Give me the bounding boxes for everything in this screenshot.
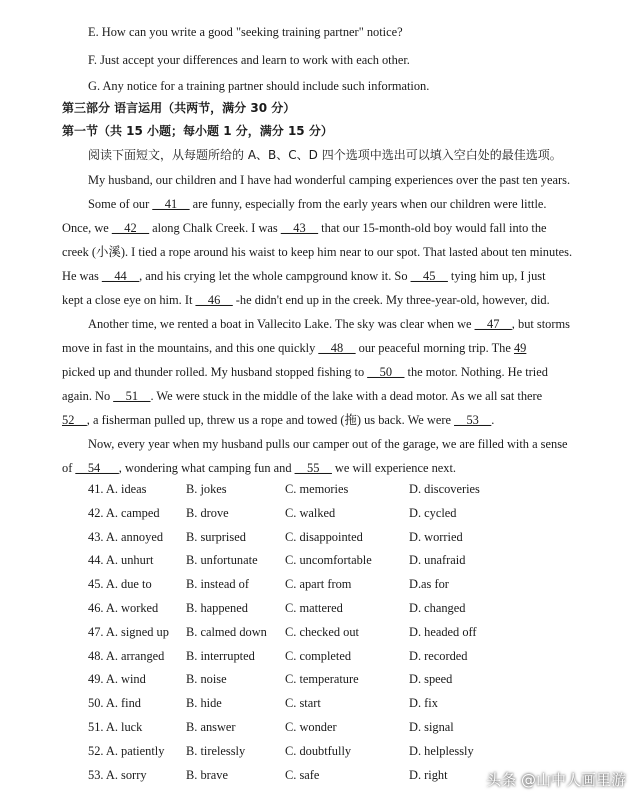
passage-line <box>62 388 542 404</box>
watermark: 头条 @山中人画里游 <box>486 771 626 789</box>
question-48-option-b: B. interrupted <box>186 648 255 663</box>
passage-line <box>62 412 494 428</box>
text: we will experience next. <box>331 461 457 475</box>
text: , and his crying let the whole campground know it. So <box>139 269 411 283</box>
blank-42: __42__ <box>111 221 150 235</box>
question-41-option-b: B. jokes <box>186 482 227 496</box>
question-50-option-b: B. hide <box>186 696 222 711</box>
passage-line <box>88 196 547 212</box>
blank-43: __43__ <box>280 221 319 235</box>
blank-41: __41__ <box>152 197 190 211</box>
passage-line <box>62 340 526 356</box>
question-48-option-d: D. recorded <box>409 648 468 663</box>
question-47-option-d: D. headed off <box>409 624 477 639</box>
text: again. No <box>62 389 114 403</box>
question-52-option-b: B. tirelessly <box>186 743 246 758</box>
question-48-option-c: C. completed <box>285 648 352 663</box>
blank-50: __50__ <box>367 365 405 379</box>
question-44-option-b: B. unfortunate <box>186 553 258 568</box>
question-43-option-b: B. surprised <box>186 529 246 544</box>
text: our peaceful morning trip. The <box>355 341 514 355</box>
question-53-option-c: C. safe <box>285 767 320 782</box>
question-47-option-c: C. checked out <box>285 624 359 639</box>
option-f: F. Just accept your differences and learn to work with each other. <box>88 53 410 67</box>
blank-49: 49 <box>513 341 527 355</box>
question-46-option-c: C. mattered <box>285 601 343 615</box>
question-46-option-b: B. happened <box>186 601 248 615</box>
blank-48: __48__ <box>318 341 356 355</box>
text: , wondering what camping fun and <box>118 461 295 475</box>
question-45-option-c: C. apart from <box>285 577 352 592</box>
question-42-option-a: 42. A. camped <box>88 505 160 520</box>
question-52-option-c: C. doubtfully <box>285 743 352 758</box>
question-43-option-a: 43. A. annoyed <box>88 529 164 544</box>
text: Some of our <box>88 197 153 211</box>
question-42-option-b: B. drove <box>186 505 229 520</box>
passage-line <box>62 220 547 236</box>
option-g: G. Any notice for a training partner should include such information. <box>88 79 430 93</box>
question-49-option-a: 49. A. wind <box>88 672 146 687</box>
blank-55: __55__ <box>294 461 332 475</box>
question-46-option-d: D. changed <box>409 601 466 615</box>
passage-line <box>88 316 570 332</box>
blank-46: __46__ <box>195 293 233 307</box>
option-e: E. How can you write a good "seeking training partner" notice? <box>88 25 403 39</box>
text: move in fast in the mountains, and this one quickly <box>62 341 319 355</box>
question-42-option-d: D. cycled <box>409 505 457 520</box>
blank-54: __54___ <box>75 461 119 475</box>
section-title: 第三部分 语言运用（共两节，满分 30 分） <box>62 101 296 115</box>
instruction: 阅读下面短文，从每题所给的 A、B、C、D 四个选项中选出可以填入空白处的最佳选项。 <box>88 148 562 162</box>
text: of <box>62 461 76 475</box>
text: . <box>491 413 495 427</box>
blank-53: __53__ <box>454 413 492 427</box>
passage-line <box>62 292 550 308</box>
text: the motor. Nothing. He tried <box>404 365 548 379</box>
blank-45: __45__ <box>410 269 448 283</box>
question-53-option-a: 53. A. sorry <box>88 767 147 782</box>
question-51-option-c: C. wonder <box>285 720 337 734</box>
passage-line: Now, every year when my husband pulls our camper out of the garage, we are filled with a sense <box>88 437 568 451</box>
question-42-option-c: C. walked <box>285 505 336 520</box>
question-43-option-d: D. worried <box>409 529 463 544</box>
text: He was <box>62 269 102 283</box>
question-53-option-d: D. right <box>409 767 448 782</box>
question-46-option-a: 46. A. worked <box>88 601 159 615</box>
question-45-option-b: B. instead of <box>186 577 249 592</box>
question-41-option-d: D. discoveries <box>409 482 480 496</box>
question-47-option-b: B. calmed down <box>186 624 267 639</box>
question-41-option-a: 41. A. ideas <box>88 482 147 496</box>
question-50-option-d: D. fix <box>409 696 438 711</box>
text: kept a close eye on him. It <box>62 293 196 307</box>
question-48-option-a: 48. A. arranged <box>88 648 165 663</box>
blank-44: __44__ <box>101 269 140 283</box>
text: , but storms <box>511 317 570 331</box>
passage-line: creek (小溪). I tied a rope around his waist to keep him near to our spot. That lasted about ten minutes. <box>62 245 573 259</box>
question-47-option-a: 47. A. signed up <box>88 624 169 639</box>
passage-line <box>62 364 548 380</box>
question-44-option-a: 44. A. unhurt <box>88 553 154 568</box>
question-50-option-a: 50. A. find <box>88 696 142 711</box>
text: Another time, we rented a boat in Vallecito Lake. The sky was clear when we <box>88 317 475 331</box>
question-52-option-a: 52. A. patiently <box>88 743 165 758</box>
text: , a fisherman pulled up, threw us a rope and towed (拖) us back. We were <box>86 413 455 427</box>
subsection-title: 第一节（共 15 小题；每小题 1 分，满分 15 分） <box>62 124 333 138</box>
blank-47: __47__ <box>474 317 512 331</box>
question-51-option-d: D. signal <box>409 720 454 734</box>
text: that our 15-month-old boy would fall into the <box>318 221 547 235</box>
question-45-option-a: 45. A. due to <box>88 577 152 592</box>
blank-51: __51__ <box>113 389 151 403</box>
question-49-option-b: B. noise <box>186 672 227 687</box>
text: Once, we <box>62 221 112 235</box>
question-49-option-c: C. temperature <box>285 672 359 687</box>
passage-line: My husband, our children and I have had wonderful camping experiences over the past ten years. <box>88 173 571 187</box>
blank-52: 52__ <box>62 413 87 427</box>
question-51-option-b: B. answer <box>186 720 236 734</box>
question-44-option-d: D. unafraid <box>409 553 466 568</box>
question-52-option-d: D. helplessly <box>409 743 474 758</box>
question-53-option-b: B. brave <box>186 767 228 782</box>
question-50-option-c: C. start <box>285 696 321 711</box>
text: along Chalk Creek. I was <box>149 221 281 235</box>
question-44-option-c: C. uncomfortable <box>285 553 372 568</box>
text: picked up and thunder rolled. My husband stopped fishing to <box>62 365 368 379</box>
text: are funny, especially from the early years when our children were little. <box>189 197 547 211</box>
text: . We were stuck in the middle of the lake with a dead motor. As we all sat there <box>150 389 543 403</box>
question-45-option-d: D.as for <box>409 577 449 592</box>
passage-line <box>62 460 456 476</box>
text: tying him up, I just <box>447 269 546 283</box>
passage-line <box>62 268 546 284</box>
question-43-option-c: C. disappointed <box>285 529 363 544</box>
text: -he didn't end up in the creek. My three-year-old, however, did. <box>232 293 550 307</box>
question-41-option-c: C. memories <box>285 482 349 496</box>
question-51-option-a: 51. A. luck <box>88 720 143 734</box>
question-49-option-d: D. speed <box>409 672 453 687</box>
